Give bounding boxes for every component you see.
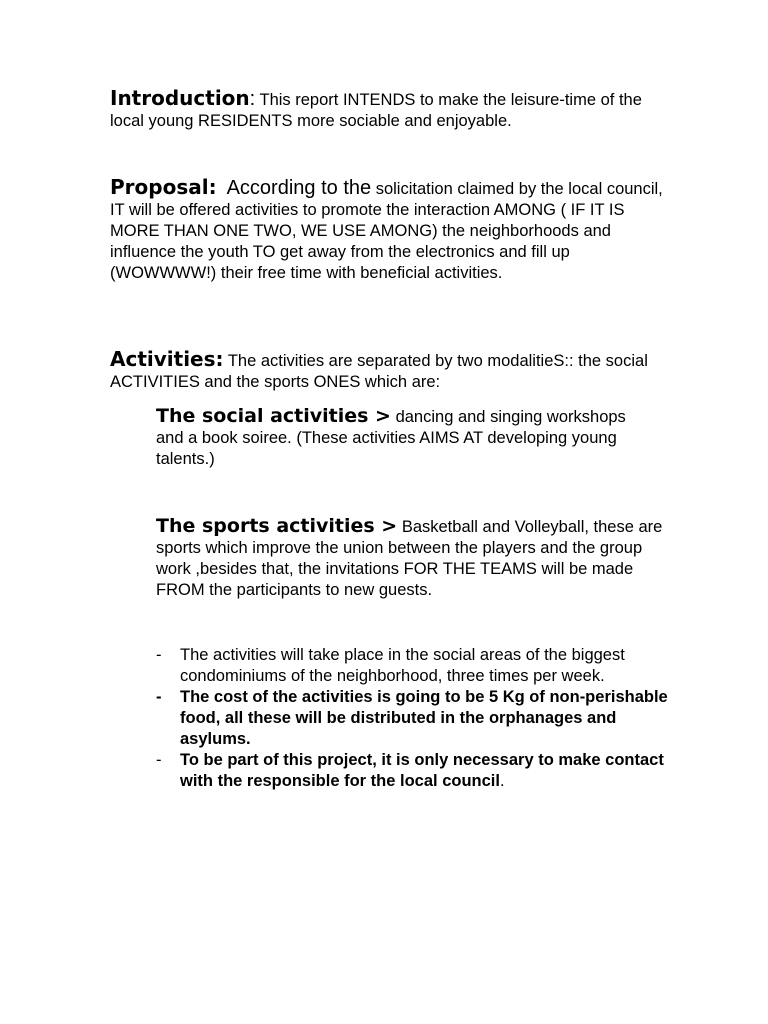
list-marker: -	[156, 751, 162, 769]
details-list	[156, 645, 676, 792]
list-marker: -	[156, 688, 162, 706]
list-item	[156, 645, 676, 687]
activities-heading: Activities:	[110, 347, 224, 371]
proposal-heading: Proposal:	[110, 175, 217, 199]
list-item-tail: .	[499, 772, 505, 790]
social-activities-heading: The social activities >	[156, 405, 391, 427]
list-item-text: The cost of the activities is going to be 5 Kg of non-perishable food, all these will be distributed in the orphanages and asylums.	[180, 688, 668, 748]
list-item-text: The activities will take place in the social areas of the biggest condominiums of the neighborhood, three times per week.	[180, 646, 625, 685]
list-item	[156, 750, 676, 792]
list-marker: -	[156, 646, 162, 664]
introduction-colon: :	[249, 88, 256, 110]
introduction-text: This report INTENDS to make the leisure-time of the local young RESIDENTS more sociable and enjoyable.	[110, 91, 642, 130]
introduction-paragraph	[110, 88, 670, 132]
introduction-heading: Introduction	[110, 86, 250, 110]
proposal-paragraph	[110, 177, 666, 284]
activities-paragraph	[110, 349, 666, 393]
list-item-text: To be part of this project, it is only necessary to make contact with the responsible for the local council	[180, 751, 664, 790]
social-activities-paragraph	[156, 406, 626, 470]
proposal-lead: According to the	[216, 177, 372, 199]
social-activities-text: dancing and singing workshops and a book soiree. (These activities AIMS AT developing young talents.)	[156, 408, 626, 468]
sports-activities-paragraph	[156, 516, 666, 601]
activities-text: The activities are separated by two modalitieS:: the social ACTIVITIES and the sports ONES which are:	[110, 352, 648, 391]
sports-activities-text: Basketball and Volleyball, these are sports which improve the union between the players and the group work ,besides that, the invitations FOR THE TEAMS will be made FROM the participants to new guests.	[156, 518, 663, 599]
sports-activities-heading: The sports activities >	[156, 515, 398, 537]
proposal-text: solicitation claimed by the local council, IT will be offered activities to promote the interaction AMONG ( IF IT IS MORE THAN ONE TWO, WE USE AMONG) the neighborhoods and influence the youth TO get away from the electronics and fill up (WOWWWW!) their free time with beneficial activities.	[110, 180, 663, 282]
list-item	[156, 687, 676, 750]
